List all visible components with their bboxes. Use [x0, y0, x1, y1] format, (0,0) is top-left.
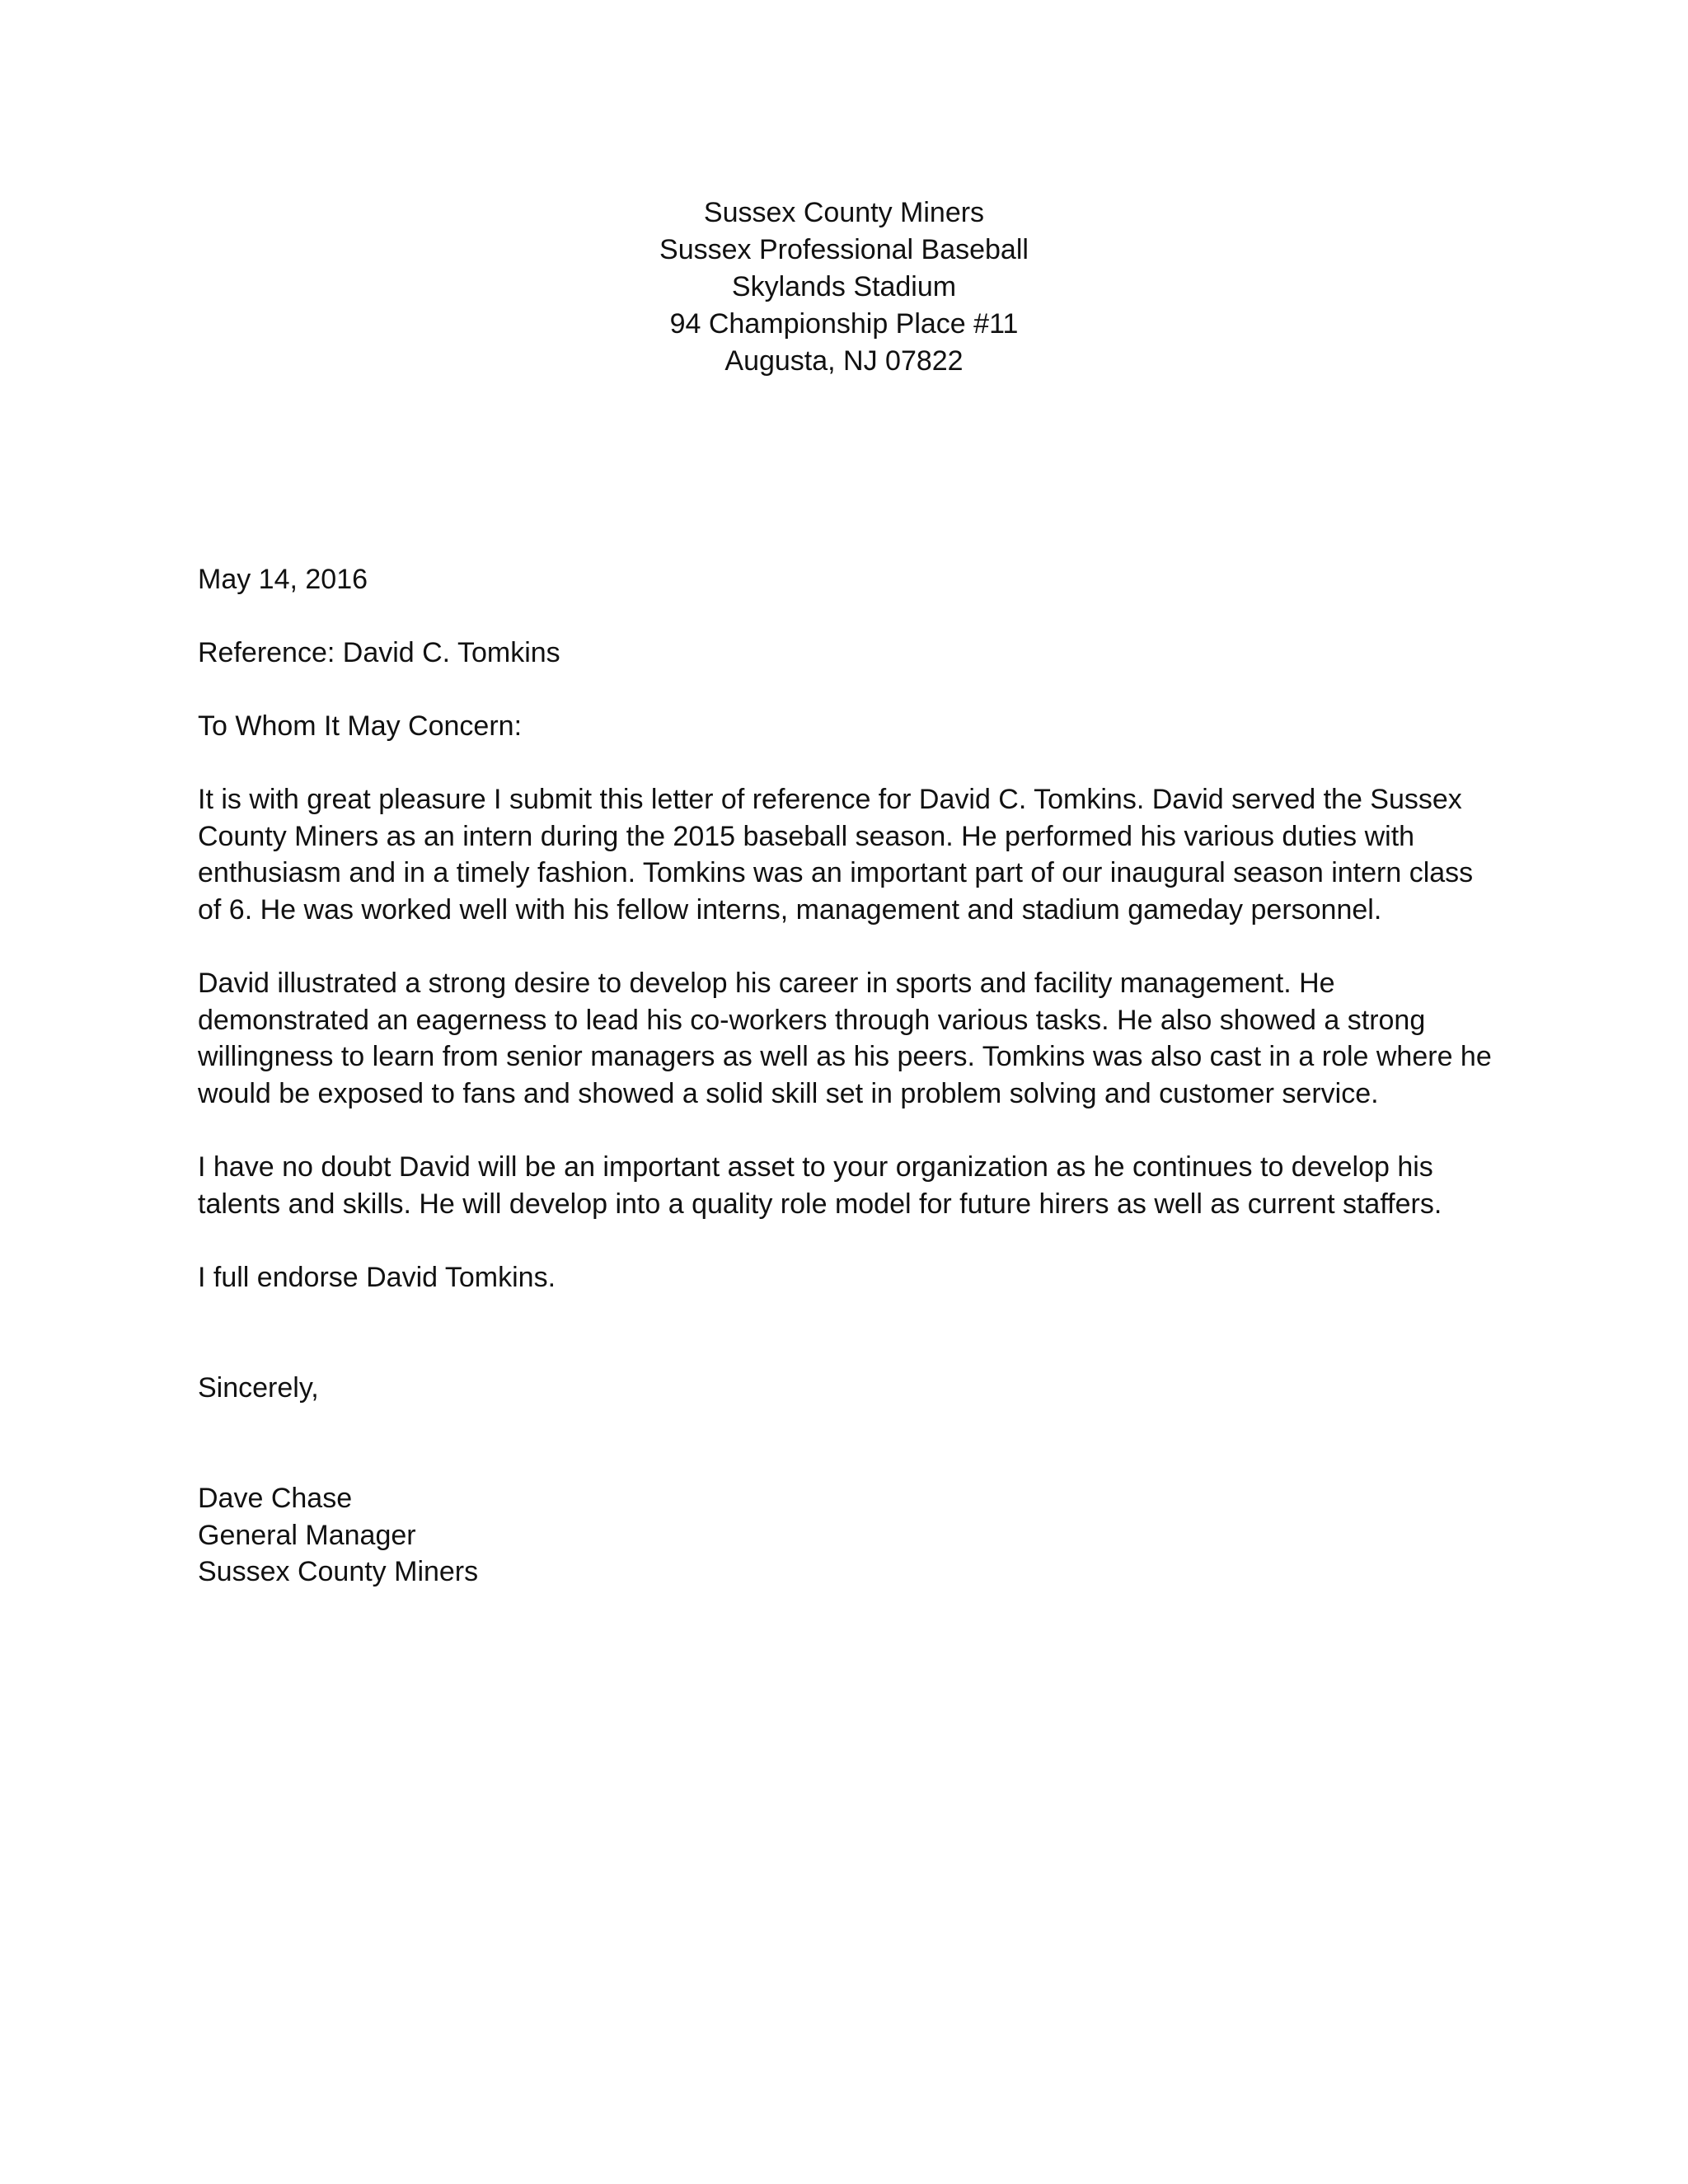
- signer-name: Dave Chase: [198, 1483, 353, 1514]
- signer-title: General Manager: [198, 1519, 416, 1551]
- paragraph-line: I have no doubt David will be an important asset to your organization as he continues to develop his: [198, 1151, 1433, 1183]
- letterhead: [0, 194, 1688, 380]
- letterhead-city: Augusta, NJ 07822: [724, 345, 964, 377]
- closing: Sincerely,: [198, 1372, 319, 1404]
- letterhead-stadium: Skylands Stadium: [731, 271, 957, 302]
- paragraph-1: [198, 781, 1500, 928]
- salutation: To Whom It May Concern:: [198, 710, 523, 742]
- letterhead-company: Sussex Professional Baseball: [659, 234, 1029, 265]
- paragraph-3: [198, 1149, 1500, 1222]
- paragraph-line: It is with great pleasure I submit this letter of reference for David C. Tomkins. David served the Sussex: [198, 784, 1462, 815]
- paragraph-line: willingness to learn from senior managers as well as his peers. Tomkins was also cast in a role where he: [198, 1041, 1492, 1073]
- paragraph-line: talents and skills. He will develop into a quality role model for future hirers as well as current staffers.: [198, 1188, 1442, 1220]
- letter-date: May 14, 2016: [198, 564, 368, 595]
- paragraph-line: demonstrated an eagerness to lead his co-workers through various tasks. He also showed a strong: [198, 1004, 1426, 1036]
- reference-line: Reference: David C. Tomkins: [198, 637, 560, 668]
- letterhead-organization: Sussex County Miners: [703, 197, 985, 228]
- signer-organization: Sussex County Miners: [198, 1556, 479, 1588]
- paragraph-2: [198, 965, 1500, 1112]
- paragraph-line: of 6. He was worked well with his fellow interns, management and stadium gameday personnel.: [198, 893, 1382, 926]
- letterhead-street: 94 Championship Place #11: [669, 308, 1019, 340]
- signature-block: [198, 1480, 1500, 1591]
- endorsement: I full endorse David Tomkins.: [198, 1262, 556, 1293]
- paragraph-line: David illustrated a strong desire to develop his career in sports and facility management. He: [198, 968, 1335, 999]
- paragraph-line: would be exposed to fans and showed a solid skill set in problem solving and customer service.: [198, 1077, 1379, 1109]
- paragraph-line: County Miners as an intern during the 2015 baseball season. He performed his various duties with: [198, 820, 1415, 852]
- paragraph-line: enthusiasm and in a timely fashion. Tomkins was an important part of our inaugural season intern class: [198, 857, 1474, 889]
